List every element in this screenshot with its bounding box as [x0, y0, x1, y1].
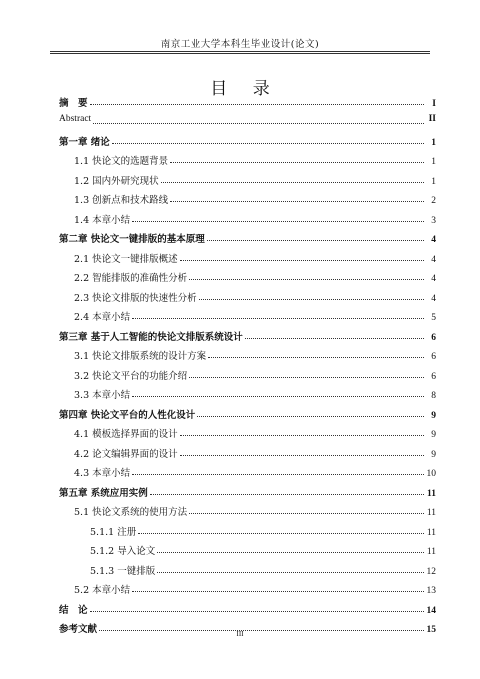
toc-entry-page: 11	[426, 547, 436, 557]
toc-entry[interactable]	[59, 563, 436, 576]
toc-entry-label: 4.2 论文编辑界面的设计	[74, 449, 178, 460]
dot-leader	[208, 357, 424, 358]
dot-leader	[180, 435, 424, 436]
toc-entry[interactable]	[59, 446, 436, 459]
dot-leader	[132, 221, 424, 222]
toc-entry-page: 9	[431, 411, 436, 421]
toc-entry-page: 15	[426, 625, 436, 635]
toc-entry-label: 第一章 绪论	[59, 137, 110, 148]
dot-leader	[189, 279, 424, 280]
toc-entry-label: 3.1 快论文排版系统的设计方案	[74, 351, 207, 362]
header-rule	[50, 51, 430, 52]
dot-leader	[207, 240, 424, 241]
toc-entry[interactable]	[59, 348, 436, 361]
toc-entry[interactable]	[59, 465, 436, 478]
dot-leader	[112, 143, 424, 144]
toc-entry-page: 4	[431, 294, 436, 304]
toc-entry-page: 9	[431, 430, 436, 440]
toc-entry-label: 第二章 快论文一键排版的基本原理	[59, 234, 205, 245]
toc-entry-label: 参考文献	[59, 624, 98, 635]
toc-entry-page: 6	[431, 372, 436, 382]
header-rule-thin	[50, 53, 430, 54]
toc-entry-page: 1	[431, 157, 436, 167]
toc-entry-page: 6	[431, 333, 436, 343]
toc-entry[interactable]	[59, 290, 436, 303]
toc-entry-label: 1.1 快论文的选题背景	[74, 156, 169, 167]
toc-title: 目 录	[210, 79, 280, 99]
toc-entry-label: 2.2 智能排版的准确性分析	[74, 273, 188, 284]
toc-entry-label: 5.1.2 导入论文	[90, 546, 156, 557]
toc-entry-label: 第五章 系统应用实例	[59, 488, 148, 499]
toc-entry-page: II	[428, 114, 436, 124]
toc-entry[interactable]	[59, 602, 436, 615]
toc-entry-label: 5.2 本章小结	[74, 585, 131, 596]
toc-entry[interactable]	[59, 524, 436, 537]
toc-entry-page: 13	[426, 586, 436, 596]
toc-entry[interactable]	[59, 485, 436, 498]
toc-entry[interactable]	[59, 329, 436, 342]
toc-entry-page: 1	[431, 177, 436, 187]
toc-entry-page: 5	[431, 313, 436, 323]
toc-entry[interactable]	[59, 270, 436, 283]
toc-entry-label: 1.4 本章小结	[74, 215, 131, 226]
toc-entry[interactable]	[59, 309, 436, 322]
toc-entry[interactable]	[59, 95, 436, 108]
toc-entry-label: 3.2 快论文平台的功能介绍	[74, 371, 188, 382]
dot-leader	[90, 104, 424, 105]
toc-entry-label: 5.1.1 注册	[90, 527, 137, 538]
dot-leader	[138, 533, 424, 534]
toc-entry-label: 第四章 快论文平台的人性化设计	[59, 410, 196, 421]
dot-leader	[189, 513, 424, 514]
dot-leader	[189, 377, 424, 378]
toc-entry[interactable]	[59, 543, 436, 556]
dot-leader	[90, 611, 424, 612]
toc-entry[interactable]	[59, 407, 436, 420]
toc-entry-label: 1.3 创新点和技术路线	[74, 195, 169, 206]
toc-entry-page: 10	[426, 469, 436, 479]
toc-entry-label: 4.1 模板选择界面的设计	[74, 429, 178, 440]
toc-entry-page: 11	[426, 508, 436, 518]
toc-entry[interactable]	[59, 212, 436, 225]
toc-entry-page: 9	[431, 450, 436, 460]
toc-entry[interactable]	[59, 134, 436, 147]
dot-leader	[199, 299, 424, 300]
toc-entry-page: 11	[427, 489, 436, 499]
toc-entry[interactable]	[59, 231, 436, 244]
dot-leader	[150, 494, 424, 495]
dot-leader	[132, 396, 424, 397]
dot-leader	[161, 182, 424, 183]
toc-entry[interactable]	[59, 387, 436, 400]
toc-entry[interactable]	[59, 426, 436, 439]
toc-entry-page: 4	[431, 255, 436, 265]
toc-entry-label: 结 论	[59, 605, 88, 616]
dot-leader	[132, 591, 424, 592]
toc-entry[interactable]	[59, 251, 436, 264]
toc-entry[interactable]	[59, 173, 436, 186]
toc-entry-page: 6	[431, 352, 436, 362]
toc-entry[interactable]	[59, 582, 436, 595]
dot-leader	[93, 123, 424, 124]
toc-entry-page: 12	[426, 567, 436, 577]
toc-entry-label: 4.3 本章小结	[74, 468, 131, 479]
toc-entry-page: 3	[431, 216, 436, 226]
toc-entry-label: 3.3 本章小结	[74, 390, 131, 401]
toc-entry-page: 14	[426, 606, 436, 616]
dot-leader	[170, 201, 424, 202]
toc-entry-label: 5.1 快论文系统的使用方法	[74, 507, 188, 518]
dot-leader	[170, 162, 424, 163]
dot-leader	[132, 474, 424, 475]
toc-entry-page: 4	[431, 274, 436, 284]
toc-entry-page: I	[432, 99, 436, 109]
dot-leader	[197, 416, 424, 417]
toc-entry-label: 2.1 快论文一键排版概述	[74, 254, 178, 265]
toc-entry-page: 8	[431, 391, 436, 401]
toc-entry-label: 第三章 基于人工智能的快论文排版系统设计	[59, 332, 243, 343]
dot-leader	[157, 552, 424, 553]
toc-entry[interactable]	[59, 114, 436, 127]
toc-entry-label: 2.4 本章小结	[74, 312, 131, 323]
dot-leader	[132, 318, 424, 319]
toc-entry-page: 4	[431, 235, 436, 245]
toc-entry[interactable]	[59, 368, 436, 381]
dot-leader	[245, 338, 424, 339]
toc-entry-label: 5.1.3 一键排版	[90, 566, 156, 577]
toc-entry-label: 2.3 快论文排版的快速性分析	[74, 293, 197, 304]
toc-entry-label: 摘 要	[59, 98, 88, 109]
toc-entry[interactable]	[59, 192, 436, 205]
running-header: 南京工业大学本科生毕业设计(论文)	[160, 39, 320, 50]
toc-entry-page: 11	[426, 528, 436, 538]
dot-leader	[180, 260, 424, 261]
toc-entry-page: 1	[431, 138, 436, 148]
page-number: III	[236, 630, 244, 638]
toc-entry[interactable]	[59, 153, 436, 166]
dot-leader	[157, 572, 424, 573]
dot-leader	[180, 455, 424, 456]
toc-entry-page: 2	[431, 196, 436, 206]
toc-entry[interactable]	[59, 504, 436, 517]
toc-entry-label: 1.2 国内外研究现状	[74, 176, 159, 187]
toc-entry-label: Abstract	[59, 114, 92, 124]
